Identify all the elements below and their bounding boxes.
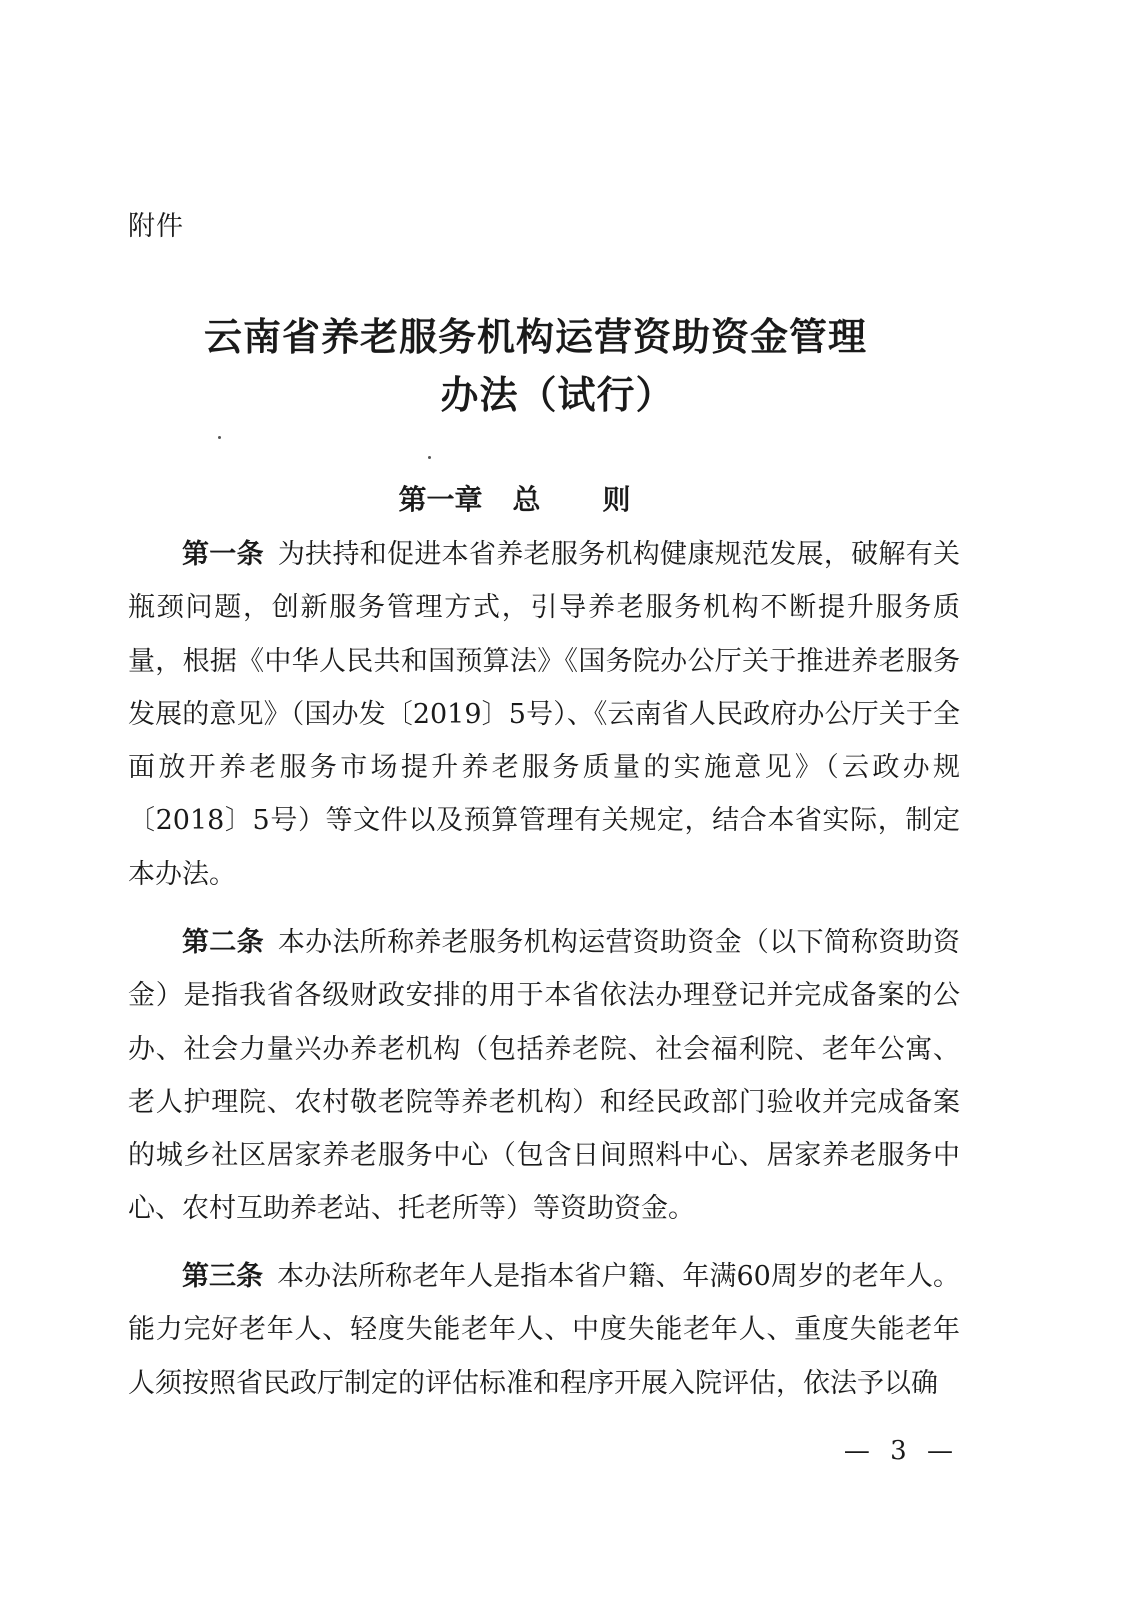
attachment-label: 附件 <box>128 211 184 242</box>
article-1 <box>128 528 960 901</box>
article-3-label: 第三条 <box>182 1261 264 1292</box>
article-2-label: 第二条 <box>182 927 264 958</box>
article-1-label: 第一条 <box>182 539 264 570</box>
page-number: — 3 — <box>843 1436 959 1466</box>
document-title-line-1: 云南省养老服务机构运营资助资金管理 <box>203 314 867 359</box>
article-2 <box>128 916 960 1236</box>
article-3-text: 本办法所称老年人是指本省户籍、年满60周岁的老年人。能力完好老年人、轻度失能老年人、中度失能老年人、重度失能老年人须按照省民政厅制定的评估标准和程序开展入院评估，依法予以确 <box>128 1261 961 1399</box>
chapter-heading <box>0 478 1131 518</box>
document-title-line-2: 办法（试行） <box>440 372 675 417</box>
article-3 <box>128 1250 960 1410</box>
article-1-text: 为扶持和促进本省养老服务机构健康规范发展，破解有关瓶颈问题，创新服务管理方式，引导养老服务机构不断提升服务质量，根据《中华人民共和国预算法》《国务院办公厅关于推进养老服务发展的意见》（国办发〔2019〕5号）、《云南省人民政府办公厅关于全面放开养老服务市场提升养老服务质量的实施意见》（云政办规〔2018〕5号）等文件以及预算管理有关规定，结合本省实际，制定本办法。 <box>128 539 961 890</box>
chapter-name: 总则 <box>512 483 693 516</box>
article-2-text: 本办法所称养老服务机构运营资助资金（以下简称资助资金）是指我省各级财政安排的用于本省依法办理登记并完成备案的公办、社会力量兴办养老机构（包括养老院、社会福利院、老年公寓、老人护理院、农村敬老院等养老机构）和经民政部门验收并完成备案的城乡社区居家养老服务中心（包含日间照料中心、居家养老服务中心、农村互助养老站、托老所等）等资助资金。 <box>128 927 961 1225</box>
scan-speck <box>428 456 431 459</box>
chapter-number: 第一章 <box>398 483 483 516</box>
scan-speck <box>218 436 221 439</box>
